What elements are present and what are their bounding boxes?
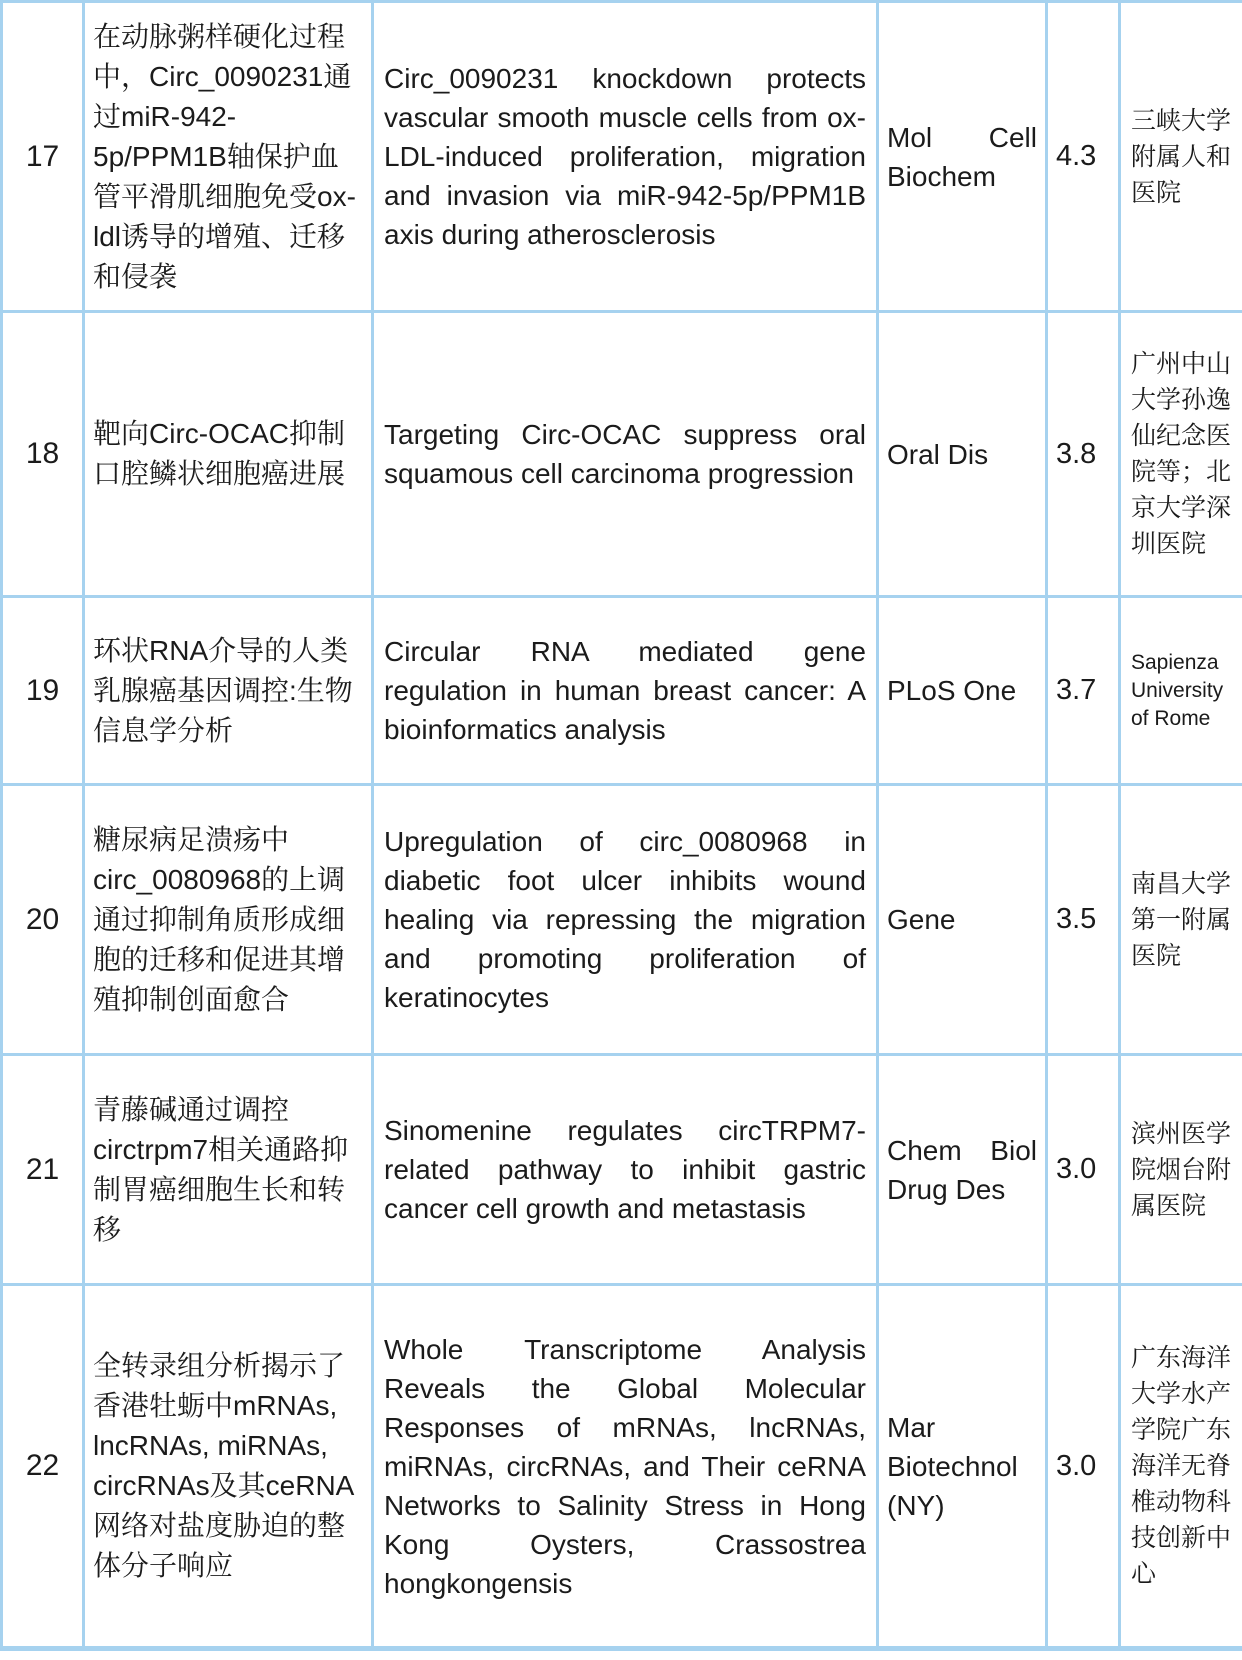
chinese-title: 全转录组分析揭示了香港牡蛎中mRNAs, lncRNAs, miRNAs, circRNAs及其ceRNA网络对盐度胁迫的整体分子响应 — [93, 1350, 355, 1581]
journal-cell — [878, 597, 1047, 785]
institution-cell — [1120, 1055, 1242, 1285]
institution: Sapienza University of Rome — [1131, 650, 1224, 730]
english-title: Sinomenine regulates circTRPM7-related pathway to inhibit gastric cancer cell growth and metastasis — [384, 1115, 866, 1224]
chinese-title: 在动脉粥样硬化过程中，Circ_0090231通过miR-942-5p/PPM1B轴保护血管平滑肌细胞免受ox- ldl诱导的增殖、迁移和侵袭 — [93, 20, 356, 292]
journal-abbreviation: Oral Dis — [887, 438, 989, 470]
journal-cell — [878, 1285, 1047, 1649]
row-number: 21 — [25, 1152, 60, 1186]
chinese-title-cell — [84, 785, 373, 1055]
journal-abbreviation: Mol Cell Biochem — [887, 121, 1037, 192]
english-title-cell — [373, 785, 878, 1055]
impact-factor-cell — [1047, 1055, 1120, 1285]
row-number-cell — [2, 1285, 84, 1649]
table-row — [2, 312, 1242, 597]
chinese-title-cell — [84, 597, 373, 785]
table-row — [2, 1285, 1242, 1649]
institution-cell — [1120, 597, 1242, 785]
institution: 广东海洋大学水产学院广东海洋无脊椎动物科技创新中心 — [1131, 1344, 1232, 1588]
table-row — [2, 597, 1242, 785]
chinese-title: 环状RNA介导的人类乳腺癌基因调控:生物信息学分析 — [93, 634, 353, 746]
impact-factor-value: 3.5 — [1056, 903, 1097, 935]
chinese-title: 靶向Circ-OCAC抑制口腔鳞状细胞癌进展 — [93, 418, 346, 489]
institution-cell — [1120, 2, 1242, 312]
table-row — [2, 2, 1242, 312]
row-number: 17 — [25, 139, 60, 173]
journal-cell — [878, 785, 1047, 1055]
journal-cell — [878, 1055, 1047, 1285]
row-number-cell — [2, 312, 84, 597]
impact-factor-cell — [1047, 312, 1120, 597]
journal-abbreviation: Mar Biotechnol (NY) — [887, 1411, 1018, 1521]
impact-factor-cell — [1047, 1285, 1120, 1649]
english-title-cell — [373, 2, 878, 312]
english-title: Targeting Circ-OCAC suppress oral squamous cell carcinoma progression — [384, 419, 866, 489]
row-number-cell — [2, 1055, 84, 1285]
impact-factor-cell — [1047, 597, 1120, 785]
institution: 滨州医学院烟台附属医院 — [1131, 1119, 1232, 1220]
english-title-cell — [373, 597, 878, 785]
chinese-title-cell — [84, 2, 373, 312]
journal-abbreviation: Chem Biol Drug Des — [887, 1134, 1037, 1205]
chinese-title-cell — [84, 1055, 373, 1285]
english-title-cell — [373, 1285, 878, 1649]
english-title-cell — [373, 1055, 878, 1285]
row-number: 18 — [25, 437, 60, 470]
english-title: Circular RNA mediated gene regulation in human breast cancer: A bioinformatics analysis — [384, 636, 866, 745]
impact-factor-value: 3.7 — [1056, 674, 1097, 706]
row-number-cell — [2, 785, 84, 1055]
publications-table-body — [2, 2, 1242, 1649]
chinese-title: 糖尿病足溃疡中circ_0080968的上调通过抑制角质形成细胞的迁移和促进其增殖抑制创面愈合 — [93, 823, 346, 1015]
journal-abbreviation: PLoS One — [887, 675, 1017, 706]
english-title: Whole Transcriptome Analysis Reveals the Global Molecular Responses of mRNAs, lncRNAs, miRNAs, circRNAs, and Their ceRNA Networks to Salinity Stress in Hong Kong Oysters, Crassostrea hongkongensis — [384, 1333, 866, 1599]
english-title: Circ_0090231 knockdown protects vascular smooth muscle cells from ox-LDL-induced proliferation, migration and invasion via miR-942-5p/PPM1B axis during atherosclerosis — [384, 63, 866, 250]
impact-factor-value: 3.0 — [1056, 1449, 1097, 1482]
table-row — [2, 785, 1242, 1055]
table-row — [2, 1055, 1242, 1285]
institution: 广州中山大学孙逸仙纪念医院等；北京大学深圳医院 — [1131, 350, 1232, 558]
chinese-title-cell — [84, 1285, 373, 1649]
institution-cell — [1120, 785, 1242, 1055]
journal-cell — [878, 312, 1047, 597]
row-number: 22 — [25, 1449, 60, 1482]
impact-factor-cell — [1047, 785, 1120, 1055]
impact-factor-cell — [1047, 2, 1120, 312]
row-number-cell — [2, 2, 84, 312]
impact-factor-value: 4.3 — [1056, 140, 1097, 172]
journal-cell — [878, 2, 1047, 312]
impact-factor-value: 3.8 — [1056, 437, 1097, 470]
row-number-cell — [2, 597, 84, 785]
english-title: Upregulation of circ_0080968 in diabetic foot ulcer inhibits wound healing via repressing the migration and promoting proliferation of keratinocytes — [384, 826, 866, 1013]
institution: 三峡大学附属人和医院 — [1131, 106, 1232, 207]
chinese-title-cell — [84, 312, 373, 597]
institution-cell — [1120, 312, 1242, 597]
row-number: 19 — [25, 673, 60, 707]
journal-abbreviation: Gene — [887, 904, 956, 935]
chinese-title: 青藤碱通过调控circtrpm7相关通路抑制胃癌细胞生长和转移 — [93, 1093, 349, 1245]
institution: 南昌大学第一附属医院 — [1131, 869, 1232, 970]
english-title-cell — [373, 312, 878, 597]
impact-factor-value: 3.0 — [1056, 1153, 1097, 1185]
institution-cell — [1120, 1285, 1242, 1649]
row-number: 20 — [25, 902, 60, 936]
